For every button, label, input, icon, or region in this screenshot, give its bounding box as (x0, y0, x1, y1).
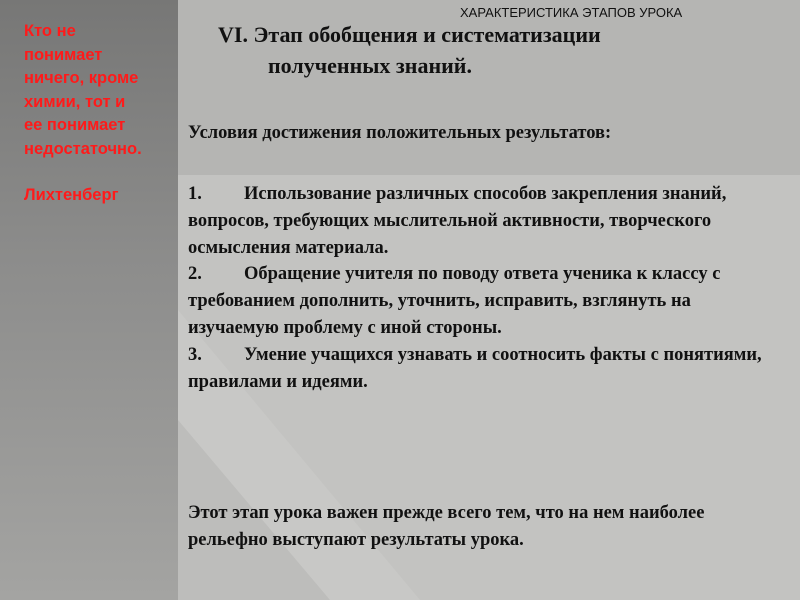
conditions-heading: Условия достижения положительных результатов: (188, 123, 612, 143)
item-text: Обращение учителя по поводу ответа ученика к классу с требованием дополнить, уточнить, исправить, взглянуть на изучаемую проблему с иной стороны. (188, 264, 721, 338)
epigraph-quote (24, 20, 184, 208)
item-number: 3. (188, 344, 202, 365)
item-number: 2. (188, 264, 202, 285)
quote-line: ничего, кроме (24, 69, 139, 87)
conditions-list (188, 181, 783, 395)
list-item (188, 342, 783, 396)
list-item (188, 261, 783, 341)
quote-line: химии, тот и (24, 92, 126, 111)
section-caption: ХАРАКТЕРИСТИКА ЭТАПОВ УРОКА (460, 5, 683, 20)
quote-author: Лихтенберг (24, 186, 119, 204)
quote-line: Кто не (24, 22, 76, 40)
quote-line: понимает (24, 45, 103, 64)
quote-line: ее понимает (24, 116, 126, 134)
item-text: Использование различных способов закрепления знаний, вопросов, требующих мыслительной активности, творческого осмысления материала. (188, 184, 727, 258)
item-text: Умение учащихся узнавать и соотносить факты с понятиями, правилами и идеями. (188, 344, 762, 392)
item-number: 1. (188, 184, 202, 204)
conclusion-text: Этот этап урока важен прежде всего тем, что на нем наиболее рельефно выступают результаты урока. (188, 503, 705, 550)
list-item (188, 181, 783, 261)
slide-title (218, 19, 778, 81)
quote-line: недостаточно. (24, 139, 142, 158)
title-line-2: полученных знаний. (268, 53, 472, 78)
title-line-1: VI. Этап обобщения и систематизации (218, 22, 601, 47)
